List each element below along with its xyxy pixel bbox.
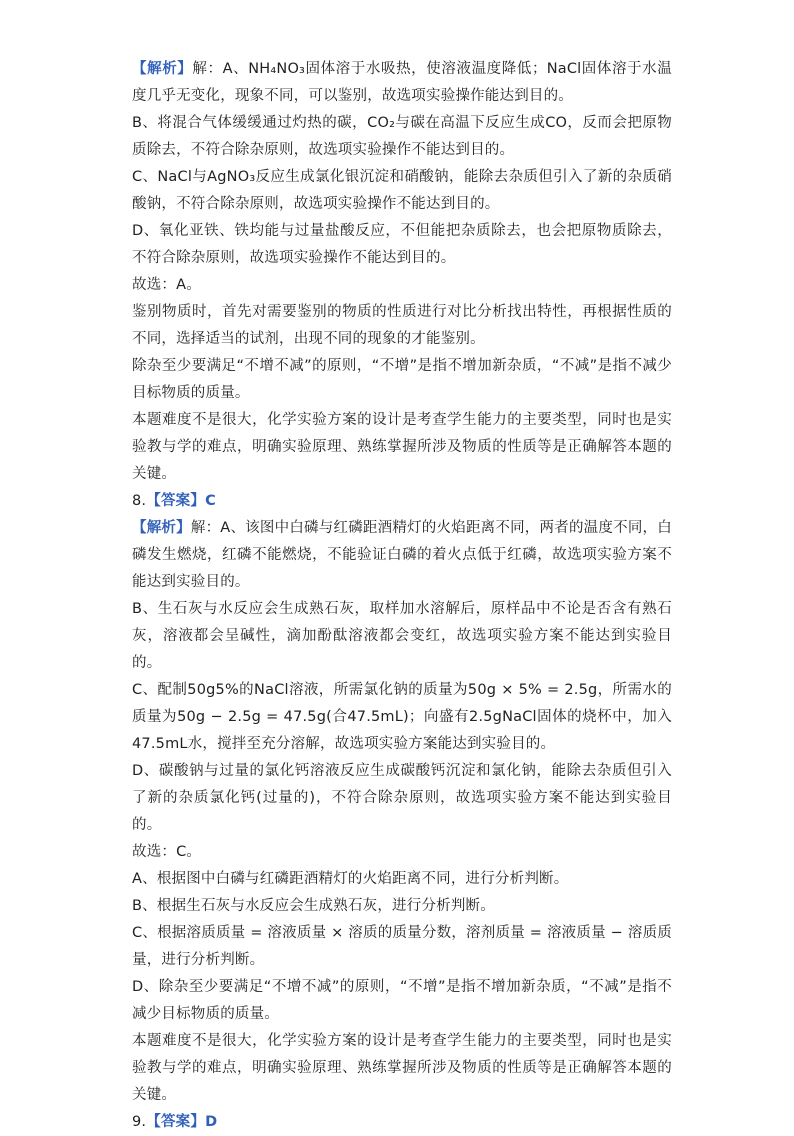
q7-note-3: 本题难度不是很大，化学实验方案的设计是考查学生能力的主要类型，同时也是实验教与学的难点，明确实验原理、熟练掌握所涉及物质的性质等是正确解答本题的关键。	[132, 412, 672, 482]
q8-analysis-p2: B、生石灰与水反应会生成熟石灰，取样加水溶解后，原样品中不论是否含有熟石灰，溶液都会呈碱性，滴加酚酞溶液都会变红，故选项实验方案不能达到实验目的。	[132, 601, 672, 671]
q7-analysis-p1: 【解析】解：A、NH₄NO₃固体溶于水吸热，使溶液温度降低；NaCl固体溶于水温度几乎无变化，现象不同，可以鉴别，故选项实验操作能达到目的。	[132, 61, 672, 104]
question-number: 8.	[132, 493, 147, 509]
answer-tag: 【答案】	[146, 493, 206, 509]
q8-hint-a: A、根据图中白磷与红磷距酒精灯的火焰距离不同，进行分析判断。	[132, 871, 569, 887]
q7-note-2: 除杂至少要满足“不增不减”的原则，“不增”是指不增加新杂质，“不减”是指不减少目标物质的质量。	[132, 358, 672, 401]
analysis-tag: 【解析】	[132, 520, 191, 536]
q7-analysis-p4: D、氧化亚铁、铁均能与过量盐酸反应，不但能把杂质除去，也会把原物质除去，不符合除杂原则，故选项实验操作不能达到目的。	[132, 223, 672, 266]
analysis-tag: 【解析】	[132, 61, 193, 77]
answer-tag: 【答案】	[146, 1114, 206, 1130]
q8-hint-c: C、根据溶质质量 = 溶液质量 × 溶质的质量分数，溶剂质量 = 溶液质量 − 溶质质量，进行分析判断。	[132, 925, 672, 968]
answer-value: C	[205, 493, 216, 509]
q7-note-1: 鉴别物质时，首先对需要鉴别的物质的性质进行对比分析找出特性，再根据性质的不同，选择适当的试剂，出现不同的现象的才能鉴别。	[132, 304, 672, 347]
q7-choice: 故选：A。	[132, 277, 201, 293]
q8-analysis-p3: C、配制50g5%的NaCl溶液，所需氯化钠的质量为50g × 5% = 2.5g，所需水的质量为50g − 2.5g = 47.5g(合47.5mL)；向盛有2.5gNaCl固体的烧杯中，加入47.5mL水，搅拌至充分溶解，故选项实验方案能达到实验目的。	[132, 682, 672, 752]
q8-note: 本题难度不是很大，化学实验方案的设计是考查学生能力的主要类型，同时也是实验教与学的难点，明确实验原理、熟练掌握所涉及物质的性质等是正确解答本题的关键。	[132, 1033, 672, 1103]
q8-answer	[132, 488, 672, 515]
question-number: 9.	[132, 1114, 147, 1130]
q8-analysis-p4: D、碳酸钠与过量的氯化钙溶液反应生成碳酸钙沉淀和氯化钠，能除去杂质但引入了新的杂质氯化钙(过量的)，不符合除杂原则，故选项实验方案不能达到实验目的。	[132, 763, 672, 833]
q7-analysis-p2: B、将混合气体缓缓通过灼热的碳，CO₂与碳在高温下反应生成CO，反而会把原物质除去，不符合除杂原则，故选项实验操作不能达到目的。	[132, 115, 672, 158]
q8-analysis-p1: 【解析】解：A、该图中白磷与红磷距酒精灯的火焰距离不同，两者的温度不同，白磷发生燃烧，红磷不能燃烧，不能验证白磷的着火点低于红磷，故选项实验方案不能达到实验目的。	[132, 520, 672, 590]
answer-value: D	[205, 1114, 218, 1130]
q7-analysis-p3: C、NaCl与AgNO₃反应生成氯化银沉淀和硝酸钠，能除去杂质但引入了新的杂质硝酸钠，不符合除杂原则，故选项实验操作不能达到目的。	[132, 169, 672, 212]
q8-hint-d: D、除杂至少要满足“不增不减”的原则，“不增”是指不增加新杂质，“不减”是指不减少目标物质的质量。	[132, 979, 672, 1022]
answer-content	[132, 56, 672, 1136]
q8-hint-b: B、根据生石灰与水反应会生成熟石灰，进行分析判断。	[132, 898, 495, 914]
q8-choice: 故选：C。	[132, 844, 202, 860]
